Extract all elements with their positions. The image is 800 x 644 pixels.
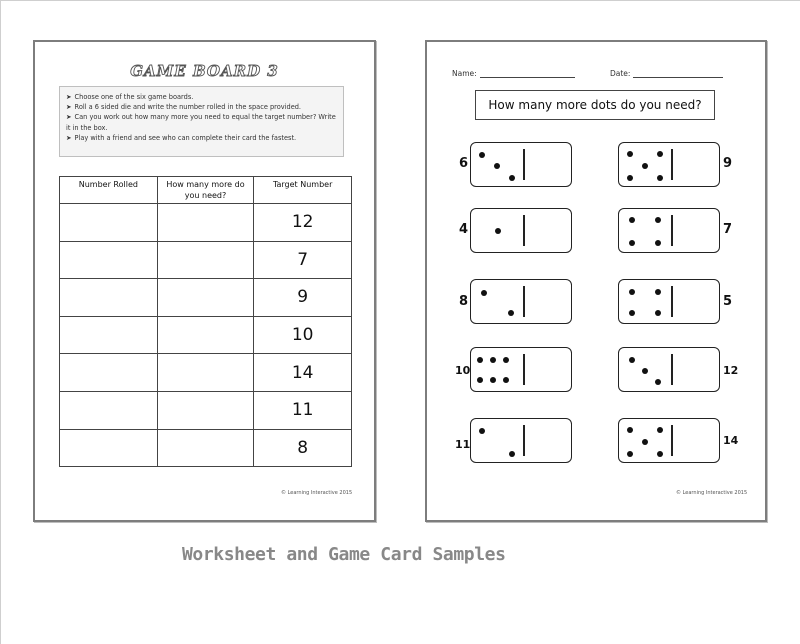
domino-pip [655, 379, 661, 385]
arrow-bullet-icon: ➤ [66, 113, 72, 122]
instruction-item: ➤ Play with a friend and see who can complete their card the fastest. [66, 133, 297, 142]
name-field [452, 69, 575, 78]
domino-pip [503, 357, 509, 363]
target-cell: 7 [254, 241, 352, 279]
domino-pip [629, 357, 635, 363]
frame-line-left [0, 0, 1, 644]
game-table [59, 176, 352, 467]
domino-card [470, 279, 572, 324]
domino-pip [477, 377, 483, 383]
domino-card [470, 142, 572, 187]
copyright-text: © Learning Interactive 2015 [676, 490, 748, 496]
header-number-rolled: Number Rolled [60, 177, 158, 204]
target-cell: 11 [254, 391, 352, 429]
domino-pip [655, 310, 661, 316]
answer-cell[interactable] [157, 429, 254, 467]
domino-divider [523, 149, 525, 180]
copyright-text: © Learning Interactive 2015 [281, 490, 353, 496]
domino-divider [671, 215, 673, 246]
domino-divider [671, 354, 673, 385]
header-how-many-more: How many more do you need? [157, 177, 254, 204]
answer-cell[interactable] [157, 204, 254, 242]
domino-number: 5 [723, 294, 733, 309]
target-cell: 9 [254, 279, 352, 317]
page-caption: Worksheet and Game Card Samples [182, 544, 506, 565]
table-row [60, 391, 352, 429]
domino-number: 9 [723, 156, 733, 171]
domino-pip [477, 357, 483, 363]
domino-pip [642, 439, 648, 445]
table-row [60, 316, 352, 354]
domino-pip [481, 290, 487, 296]
domino-card [470, 208, 572, 253]
domino-pip [627, 427, 633, 433]
domino-pip [629, 289, 635, 295]
domino-pip [508, 310, 514, 316]
target-cell: 14 [254, 354, 352, 392]
arrow-bullet-icon: ➤ [66, 93, 72, 101]
domino-divider [671, 425, 673, 456]
domino-divider [671, 149, 673, 180]
domino-card [618, 418, 720, 463]
domino-pip [490, 377, 496, 383]
domino-pip [629, 310, 635, 316]
domino-pip [490, 357, 496, 363]
domino-card [618, 208, 720, 253]
rolled-cell[interactable] [60, 316, 158, 354]
domino-number: 10 [455, 364, 471, 377]
domino-pip [657, 151, 663, 157]
answer-cell[interactable] [157, 241, 254, 279]
domino-pip [642, 368, 648, 374]
answer-cell[interactable] [157, 279, 254, 317]
domino-pip [503, 377, 509, 383]
domino-card [470, 347, 572, 392]
date-field [610, 69, 723, 78]
table-row [60, 354, 352, 392]
domino-pip [655, 289, 661, 295]
table-row [60, 241, 352, 279]
answer-cell[interactable] [157, 391, 254, 429]
name-input-line[interactable] [480, 69, 575, 78]
answer-cell[interactable] [157, 354, 254, 392]
domino-number: 7 [723, 222, 733, 237]
answer-cell[interactable] [157, 316, 254, 354]
domino-pip [655, 240, 661, 246]
domino-number: 11 [455, 438, 471, 451]
domino-pip [627, 175, 633, 181]
question-box: How many more dots do you need? [475, 90, 715, 120]
domino-pip [479, 152, 485, 158]
arrow-bullet-icon: ➤ [66, 103, 72, 112]
domino-pip [509, 451, 515, 457]
domino-card [470, 418, 572, 463]
rolled-cell[interactable] [60, 241, 158, 279]
header-target-number: Target Number [254, 177, 352, 204]
game-board-sheet [33, 40, 376, 522]
domino-pip [495, 228, 501, 234]
domino-number: 14 [723, 434, 739, 447]
table-row [60, 429, 352, 467]
domino-divider [523, 215, 525, 246]
domino-divider [671, 286, 673, 317]
domino-pip [629, 217, 635, 223]
instruction-item: ➤ Roll a 6 sided die and write the number rolled in the space provided. [66, 103, 302, 112]
rolled-cell[interactable] [60, 354, 158, 392]
domino-pip [642, 163, 648, 169]
domino-card [618, 142, 720, 187]
name-label: Name: [452, 69, 477, 78]
domino-pip [627, 451, 633, 457]
table-row [60, 204, 352, 242]
domino-divider [523, 354, 525, 385]
target-cell: 12 [254, 204, 352, 242]
table-row [60, 279, 352, 317]
domino-pip [657, 427, 663, 433]
domino-divider [523, 425, 525, 456]
domino-number: 4 [459, 222, 469, 237]
game-board-title: GAME BOARD 3 [130, 62, 279, 80]
date-input-line[interactable] [633, 69, 723, 78]
domino-pip [657, 451, 663, 457]
domino-number: 6 [459, 156, 469, 171]
instructions-box [59, 86, 344, 157]
domino-pip [479, 428, 485, 434]
rolled-cell[interactable] [60, 391, 158, 429]
domino-pip [494, 163, 500, 169]
target-cell: 10 [254, 316, 352, 354]
domino-pip [629, 240, 635, 246]
instruction-item: ➤ Can you work out how many more you need to equal the target number? Write it in the box. [66, 113, 336, 132]
rolled-cell[interactable] [60, 204, 158, 242]
instruction-item: ➤ Choose one of the six game boards. [66, 93, 194, 101]
target-cell: 8 [254, 429, 352, 467]
domino-pip [509, 175, 515, 181]
domino-card [618, 279, 720, 324]
domino-pip [627, 151, 633, 157]
arrow-bullet-icon: ➤ [66, 133, 72, 142]
domino-number: 12 [723, 364, 739, 377]
frame-line-top [0, 0, 800, 1]
rolled-cell[interactable] [60, 279, 158, 317]
date-label: Date: [610, 69, 631, 78]
dominoes-sheet [425, 40, 767, 522]
domino-pip [657, 175, 663, 181]
domino-card [618, 347, 720, 392]
domino-divider [523, 286, 525, 317]
domino-pip [655, 217, 661, 223]
domino-number: 8 [459, 294, 469, 309]
rolled-cell[interactable] [60, 429, 158, 467]
